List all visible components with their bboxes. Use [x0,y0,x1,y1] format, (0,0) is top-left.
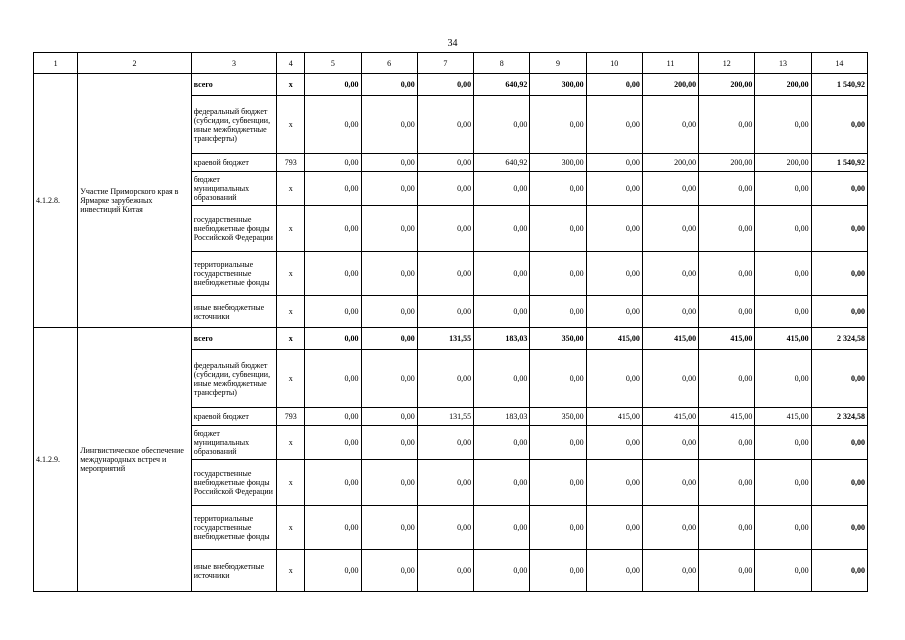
header-cell: 1 [34,53,78,74]
year-value: 640,92 [474,74,530,96]
year-value: 415,00 [755,408,811,426]
header-cell: 12 [699,53,755,74]
year-value: 0,00 [530,460,586,506]
year-value: 0,00 [417,460,473,506]
year-value: 0,00 [305,426,361,460]
total-value: 0,00 [811,550,867,592]
year-value: 0,00 [361,74,417,96]
year-value: 415,00 [642,408,698,426]
funding-source: краевой бюджет [191,408,276,426]
year-value: 183,03 [474,328,530,350]
budget-code: х [277,96,305,154]
year-value: 0,00 [417,74,473,96]
header-cell: 3 [191,53,276,74]
year-value: 0,00 [361,206,417,252]
year-value: 0,00 [699,172,755,206]
year-value: 415,00 [586,408,642,426]
header-cell: 5 [305,53,361,74]
table-row [34,328,868,350]
year-value: 0,00 [586,350,642,408]
year-value: 0,00 [417,172,473,206]
budget-code: 793 [277,408,305,426]
year-value: 0,00 [699,350,755,408]
year-value: 0,00 [474,426,530,460]
year-value: 0,00 [474,252,530,296]
total-value: 1 540,92 [811,154,867,172]
year-value: 0,00 [642,426,698,460]
year-value: 415,00 [699,408,755,426]
budget-code: х [277,328,305,350]
year-value: 0,00 [305,252,361,296]
year-value: 131,55 [417,328,473,350]
header-cell: 7 [417,53,473,74]
year-value: 0,00 [530,96,586,154]
year-value: 0,00 [699,506,755,550]
page-number: 34 [447,38,458,49]
year-value: 0,00 [305,154,361,172]
funding-source: территориальные государственные внебюджетные фонды [191,252,276,296]
budget-code: х [277,426,305,460]
year-value: 415,00 [755,328,811,350]
year-value: 0,00 [417,154,473,172]
header-cell: 4 [277,53,305,74]
total-value: 0,00 [811,96,867,154]
year-value: 0,00 [417,96,473,154]
year-value: 0,00 [305,550,361,592]
year-value: 0,00 [586,252,642,296]
year-value: 0,00 [305,296,361,328]
year-value: 0,00 [699,426,755,460]
budget-code: х [277,550,305,592]
year-value: 0,00 [699,206,755,252]
year-value: 0,00 [530,206,586,252]
funding-source: иные внебюджетные источники [191,550,276,592]
year-value: 0,00 [586,550,642,592]
year-value: 0,00 [530,252,586,296]
year-value: 0,00 [361,506,417,550]
measure-name: Лингвистическое обеспечение международных встреч и мероприятий [78,328,192,592]
year-value: 0,00 [755,96,811,154]
year-value: 415,00 [642,328,698,350]
funding-source: всего [191,328,276,350]
year-value: 0,00 [755,550,811,592]
header-cell: 14 [811,53,867,74]
budget-code: х [277,350,305,408]
year-value: 0,00 [361,328,417,350]
funding-source: территориальные государственные внебюджетные фонды [191,506,276,550]
year-value: 200,00 [642,74,698,96]
year-value: 0,00 [642,252,698,296]
year-value: 0,00 [642,296,698,328]
budget-code: х [277,206,305,252]
year-value: 0,00 [361,252,417,296]
year-value: 0,00 [586,296,642,328]
year-value: 0,00 [474,350,530,408]
header-cell: 13 [755,53,811,74]
year-value: 0,00 [699,296,755,328]
year-value: 0,00 [642,506,698,550]
budget-code: х [277,252,305,296]
table-row [34,74,868,96]
year-value: 0,00 [361,350,417,408]
header-cell: 6 [361,53,417,74]
budget-code: х [277,506,305,550]
year-value: 300,00 [530,154,586,172]
funding-source: всего [191,74,276,96]
year-value: 0,00 [417,296,473,328]
table-body [34,53,868,592]
year-value: 0,00 [417,252,473,296]
header-cell: 11 [642,53,698,74]
year-value: 0,00 [642,350,698,408]
year-value: 200,00 [755,154,811,172]
header-cell: 8 [474,53,530,74]
year-value: 0,00 [530,172,586,206]
total-value: 0,00 [811,296,867,328]
year-value: 0,00 [642,96,698,154]
year-value: 0,00 [361,154,417,172]
year-value: 0,00 [361,426,417,460]
total-value: 2 324,58 [811,408,867,426]
year-value: 0,00 [586,172,642,206]
year-value: 0,00 [755,460,811,506]
year-value: 0,00 [474,506,530,550]
total-value: 0,00 [811,172,867,206]
year-value: 0,00 [474,172,530,206]
year-value: 0,00 [530,550,586,592]
budget-code: х [277,74,305,96]
year-value: 0,00 [755,426,811,460]
funding-source: иные внебюджетные источники [191,296,276,328]
measure-name: Участие Приморского края в Ярмарке зарубежных инвестиций Китая [78,74,192,328]
total-value: 1 540,92 [811,74,867,96]
year-value: 0,00 [305,350,361,408]
year-value: 0,00 [305,96,361,154]
year-value: 0,00 [361,296,417,328]
year-value: 350,00 [530,408,586,426]
year-value: 183,03 [474,408,530,426]
funding-source: федеральный бюджет (субсидии, субвенции, иные межбюджетные трансферты) [191,350,276,408]
budget-code: х [277,172,305,206]
year-value: 0,00 [586,96,642,154]
header-cell: 10 [586,53,642,74]
year-value: 0,00 [361,96,417,154]
funding-source: государственные внебюджетные фонды Российской Федерации [191,206,276,252]
total-value: 0,00 [811,252,867,296]
year-value: 0,00 [699,96,755,154]
year-value: 0,00 [755,206,811,252]
year-value: 200,00 [699,154,755,172]
year-value: 0,00 [474,296,530,328]
year-value: 0,00 [305,172,361,206]
year-value: 0,00 [361,408,417,426]
budget-code: 793 [277,154,305,172]
year-value: 0,00 [699,252,755,296]
total-value: 0,00 [811,206,867,252]
year-value: 0,00 [417,350,473,408]
budget-table [33,52,868,592]
year-value: 0,00 [642,550,698,592]
year-value: 0,00 [474,206,530,252]
year-value: 0,00 [755,172,811,206]
year-value: 350,00 [530,328,586,350]
year-value: 0,00 [586,460,642,506]
funding-source: бюджет муниципальных образований [191,426,276,460]
year-value: 0,00 [755,252,811,296]
year-value: 0,00 [755,296,811,328]
total-value: 0,00 [811,426,867,460]
funding-source: краевой бюджет [191,154,276,172]
year-value: 0,00 [474,550,530,592]
header-row [34,53,868,74]
year-value: 0,00 [755,350,811,408]
year-value: 0,00 [530,426,586,460]
budget-code: х [277,460,305,506]
funding-source: федеральный бюджет (субсидии, субвенции, иные межбюджетные трансферты) [191,96,276,154]
year-value: 640,92 [474,154,530,172]
year-value: 0,00 [755,506,811,550]
year-value: 0,00 [530,350,586,408]
header-cell: 2 [78,53,192,74]
year-value: 0,00 [530,296,586,328]
year-value: 200,00 [642,154,698,172]
year-value: 0,00 [642,460,698,506]
year-value: 0,00 [305,408,361,426]
year-value: 415,00 [586,328,642,350]
funding-source: бюджет муниципальных образований [191,172,276,206]
year-value: 0,00 [699,460,755,506]
year-value: 0,00 [474,460,530,506]
year-value: 0,00 [305,460,361,506]
year-value: 0,00 [586,506,642,550]
measure-number: 4.1.2.8. [34,74,78,328]
total-value: 0,00 [811,350,867,408]
year-value: 0,00 [361,460,417,506]
year-value: 0,00 [417,550,473,592]
year-value: 0,00 [417,426,473,460]
year-value: 0,00 [586,206,642,252]
year-value: 0,00 [305,506,361,550]
year-value: 0,00 [305,206,361,252]
year-value: 200,00 [755,74,811,96]
year-value: 200,00 [699,74,755,96]
funding-source: государственные внебюджетные фонды Российской Федерации [191,460,276,506]
year-value: 0,00 [699,550,755,592]
year-value: 0,00 [586,154,642,172]
total-value: 2 324,58 [811,328,867,350]
year-value: 0,00 [305,74,361,96]
budget-code: х [277,296,305,328]
total-value: 0,00 [811,460,867,506]
year-value: 0,00 [361,172,417,206]
year-value: 300,00 [530,74,586,96]
year-value: 0,00 [530,506,586,550]
year-value: 0,00 [474,96,530,154]
year-value: 131,55 [417,408,473,426]
year-value: 415,00 [699,328,755,350]
year-value: 0,00 [417,206,473,252]
header-cell: 9 [530,53,586,74]
year-value: 0,00 [642,206,698,252]
year-value: 0,00 [417,506,473,550]
year-value: 0,00 [586,74,642,96]
year-value: 0,00 [586,426,642,460]
year-value: 0,00 [361,550,417,592]
year-value: 0,00 [305,328,361,350]
measure-number: 4.1.2.9. [34,328,78,592]
total-value: 0,00 [811,506,867,550]
year-value: 0,00 [642,172,698,206]
